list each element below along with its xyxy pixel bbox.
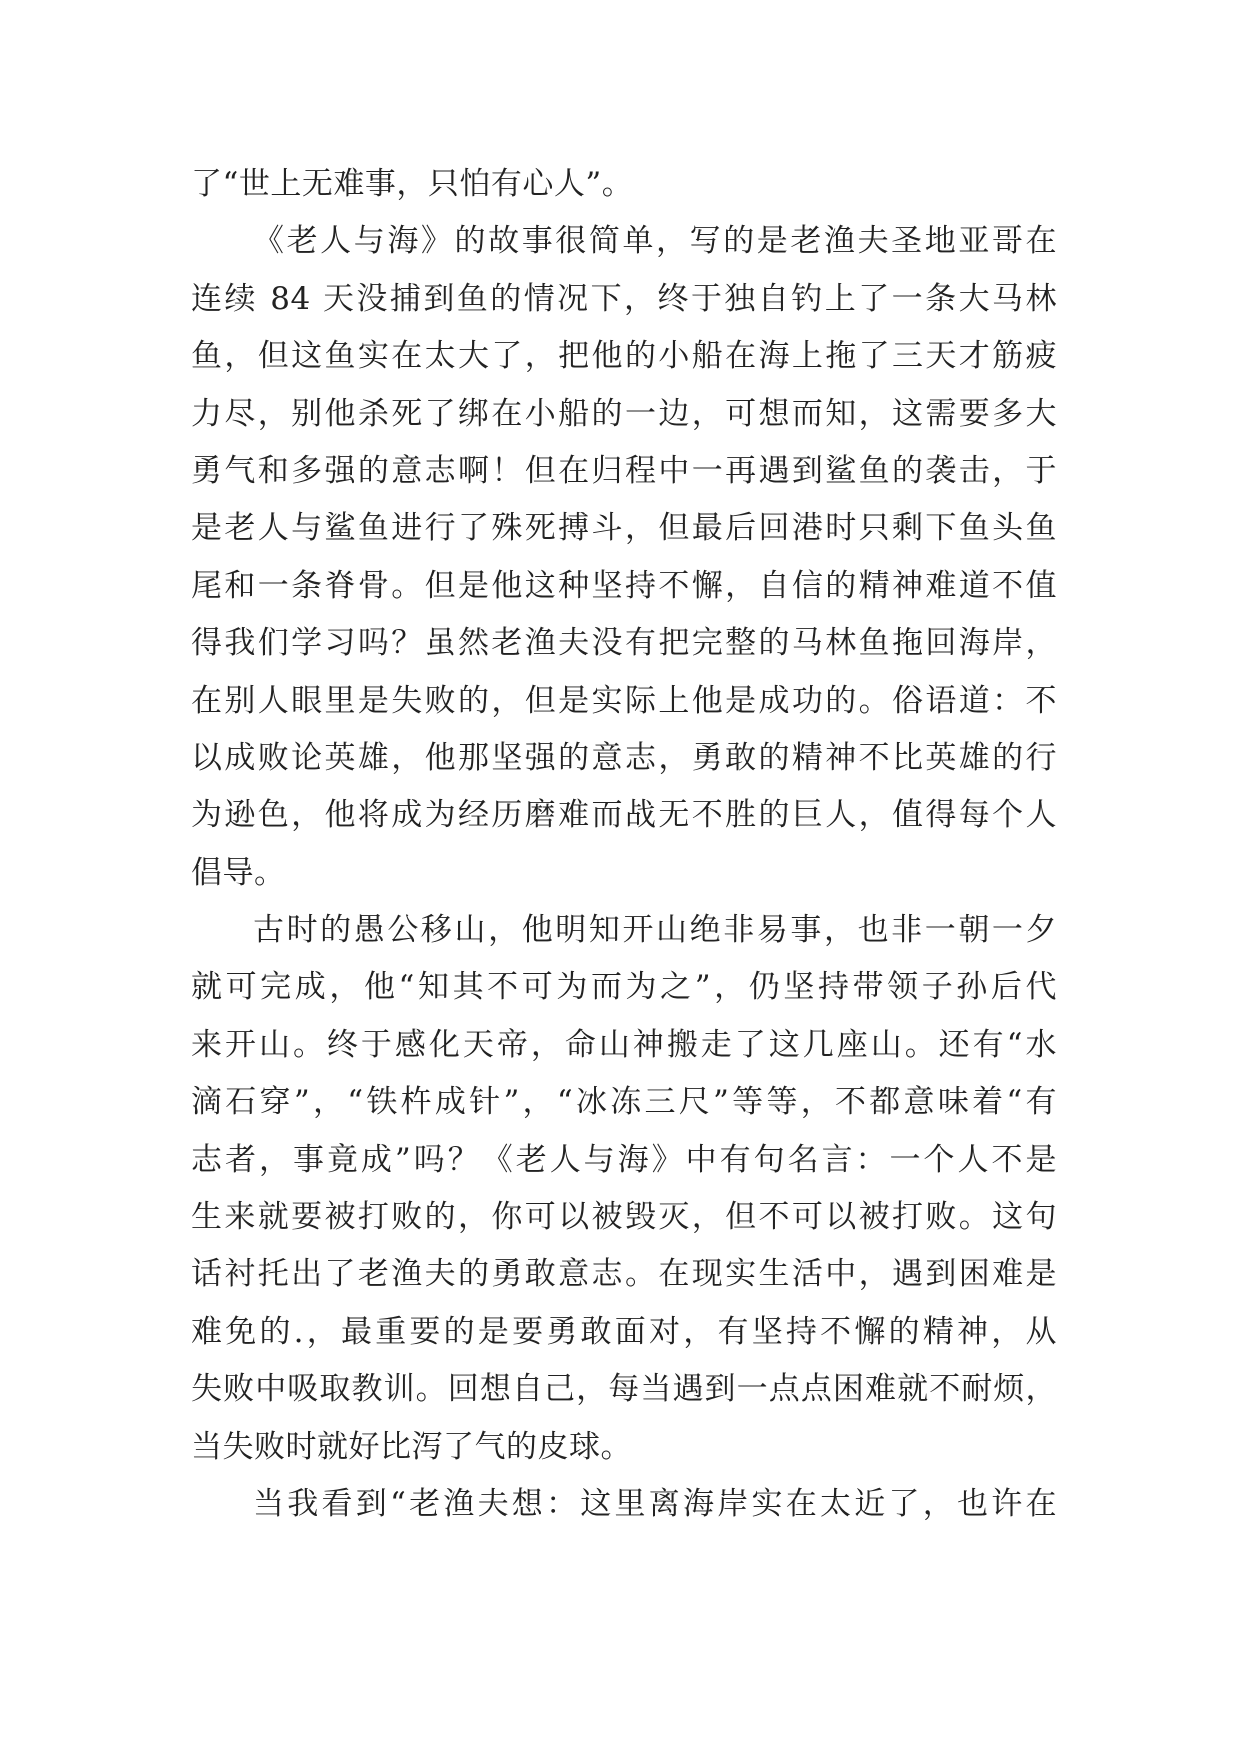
text-line: 生来就要被打败的，你可以被毁灭，但不可以被打败。这句 (191, 1199, 1057, 1236)
text-line: 是老人与鲨鱼进行了殊死搏斗，但最后回港时只剩下鱼头鱼 (191, 510, 1057, 547)
text-line: 来开山。终于感化天帝，命山神搬走了这几座山。还有“水 (191, 1026, 1057, 1063)
text-line: 当失败时就好比泻了气的皮球。 (191, 1428, 632, 1465)
text-line: 难免的.，最重要的是要勇敢面对，有坚持不懈的精神，从 (191, 1313, 1057, 1350)
text-line: 以成败论英雄，他那坚强的意志，勇敢的精神不比英雄的行 (191, 739, 1057, 776)
text-line: 话衬托出了老渔夫的勇敢意志。在现实生活中，遇到困难是 (191, 1256, 1057, 1293)
text-line: 滴石穿”，“铁杵成针”，“冰冻三尺”等等，不都意味着“有 (191, 1084, 1057, 1121)
text-line: 鱼，但这鱼实在太大了，把他的小船在海上拖了三天才筋疲 (191, 338, 1057, 375)
text-line: 失败中吸取教训。回想自己，每当遇到一点点困难就不耐烦， (191, 1371, 1057, 1408)
text-line: 勇气和多强的意志啊！但在归程中一再遇到鲨鱼的袭击，于 (191, 452, 1057, 489)
text-line: 当我看到“老渔夫想：这里离海岸实在太近了，也许在 (253, 1485, 1057, 1522)
text-line: 志者，事竟成”吗？《老人与海》中有句名言：一个人不是 (191, 1141, 1057, 1178)
text-line: 连续 84 天没捕到鱼的情况下，终于独自钓上了一条大马林 (191, 280, 1057, 317)
text-line: 为逊色，他将成为经历磨难而战无不胜的巨人，值得每个人 (191, 797, 1057, 834)
text-line: 《老人与海》的故事很简单，写的是老渔夫圣地亚哥在 (253, 223, 1057, 260)
text-line: 就可完成，他“知其不可为而为之”，仍坚持带领子孙后代 (191, 969, 1057, 1006)
text-line: 了“世上无难事，只怕有心人”。 (191, 166, 634, 202)
document-body (191, 156, 1057, 1533)
text-line: 倡导。 (191, 854, 286, 891)
text-line: 力尽，别他杀死了绑在小船的一边，可想而知，这需要多大 (191, 395, 1057, 432)
text-line: 古时的愚公移山，他明知开山绝非易事，也非一朝一夕 (253, 912, 1057, 949)
text-line: 在别人眼里是失败的，但是实际上他是成功的。俗语道：不 (191, 682, 1057, 719)
text-line: 尾和一条脊骨。但是他这种坚持不懈，自信的精神难道不值 (191, 567, 1057, 604)
text-line: 得我们学习吗？虽然老渔夫没有把完整的马林鱼拖回海岸， (191, 625, 1057, 662)
